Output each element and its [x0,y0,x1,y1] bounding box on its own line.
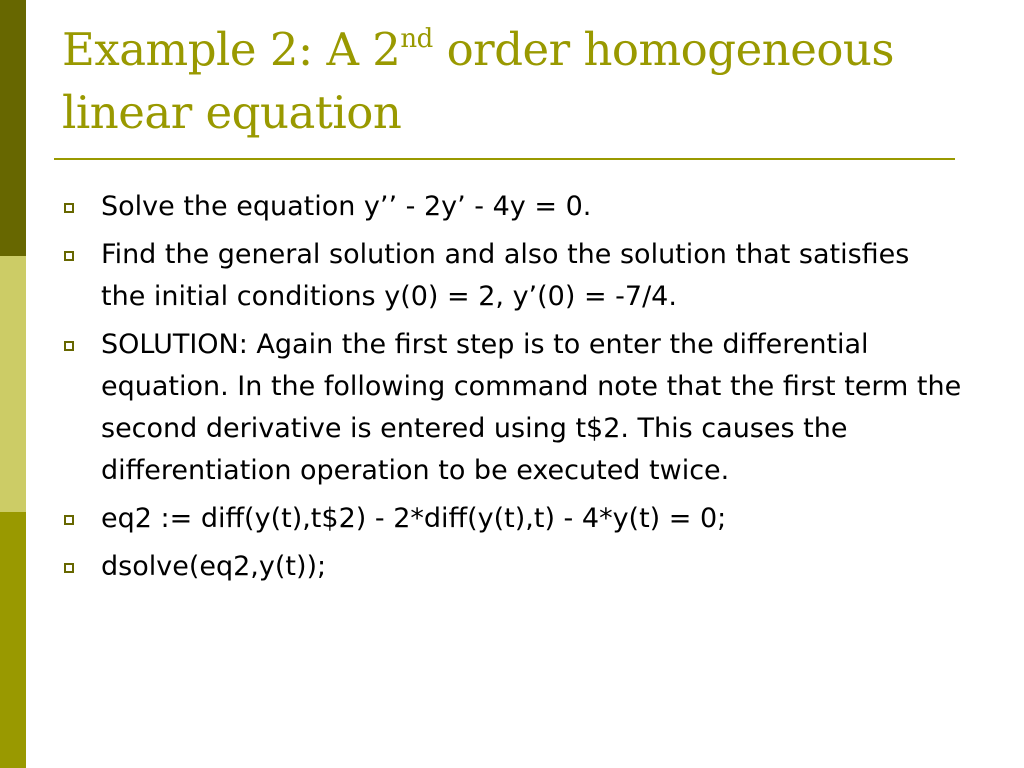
title-prefix: Example 2: A 2 [62,23,401,76]
slide-title [62,22,962,141]
left-accent-bar [0,0,26,768]
title-suffix: order homogeneous linear equation [62,23,894,139]
bullet-item [62,324,962,492]
bullet-item [62,186,962,228]
bullet-text: eq2 := diff(y(t),t$2) - 2*diff(y(t),t) - 4*y(t) = 0; [101,503,727,534]
accent-bar-top-segment [0,0,26,256]
title-divider [54,158,955,160]
hollow-square-bullet-icon [64,341,74,351]
bullet-list [62,186,962,594]
hollow-square-bullet-icon [64,515,74,525]
hollow-square-bullet-icon [64,251,74,261]
bullet-item [62,498,962,540]
bullet-item [62,234,962,318]
bullet-text: Solve the equation y’’ - 2y’ - 4y = 0. [101,191,592,222]
hollow-square-bullet-icon [64,563,74,573]
hollow-square-bullet-icon [64,203,74,213]
bullet-text: SOLUTION: Again the first step is to enter the differential equation. In the following command note that the first term the second derivative is entered using t$2. This causes the differentiation operation to be executed twice. [101,329,962,486]
bullet-text: dsolve(eq2,y(t)); [101,551,327,582]
accent-bar-middle-segment [0,256,26,512]
bullet-text: Find the general solution and also the solution that satisfies the initial conditions y(0) = 2, y’(0) = -7/4. [101,239,910,312]
bullet-item [62,546,962,588]
title-superscript: nd [400,24,433,54]
accent-bar-bottom-segment [0,512,26,768]
